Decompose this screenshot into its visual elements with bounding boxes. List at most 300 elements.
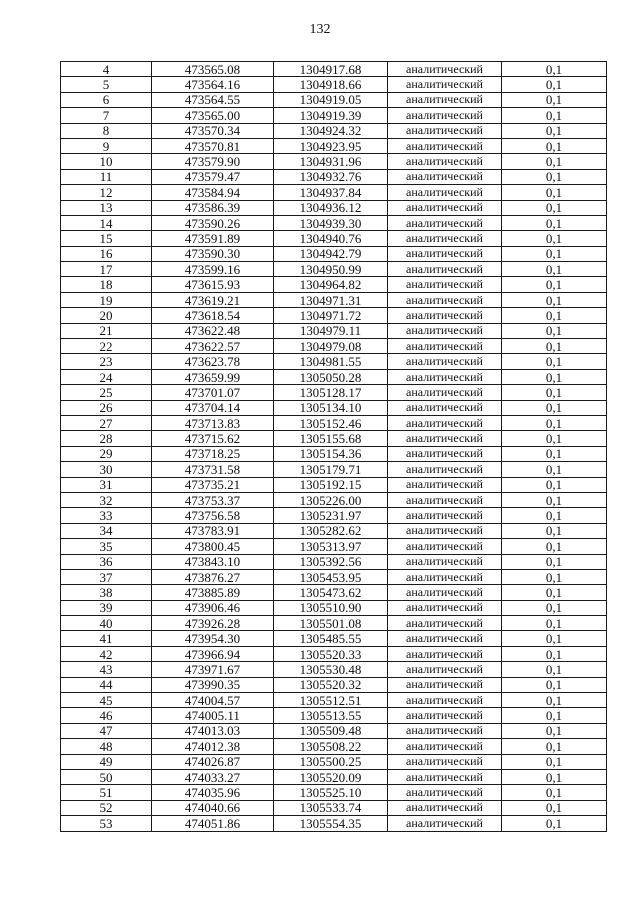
table-row [61,769,607,784]
accuracy-cell: 0,1 [502,800,607,815]
method-cell: аналитический [388,231,502,246]
accuracy-cell: 0,1 [502,785,607,800]
table-row [61,446,607,461]
y-coordinate-cell: 1304964.82 [274,277,388,292]
method-cell: аналитический [388,185,502,200]
y-coordinate-cell: 1304936.12 [274,200,388,215]
accuracy-cell: 0,1 [502,754,607,769]
accuracy-cell: 0,1 [502,62,607,77]
accuracy-cell: 0,1 [502,769,607,784]
x-coordinate-cell: 473622.48 [152,323,274,338]
method-cell: аналитический [388,739,502,754]
method-cell: аналитический [388,339,502,354]
point-number-cell: 35 [61,539,152,554]
x-coordinate-cell: 473564.16 [152,77,274,92]
accuracy-cell: 0,1 [502,431,607,446]
y-coordinate-cell: 1304937.84 [274,185,388,200]
method-cell: аналитический [388,215,502,230]
method-cell: аналитический [388,600,502,615]
y-coordinate-cell: 1304971.31 [274,292,388,307]
point-number-cell: 6 [61,92,152,107]
accuracy-cell: 0,1 [502,585,607,600]
method-cell: аналитический [388,108,502,123]
point-number-cell: 24 [61,369,152,384]
accuracy-cell: 0,1 [502,739,607,754]
y-coordinate-cell: 1304979.08 [274,339,388,354]
x-coordinate-cell: 473926.28 [152,616,274,631]
table-row [61,431,607,446]
y-coordinate-cell: 1304942.79 [274,246,388,261]
y-coordinate-cell: 1305392.56 [274,554,388,569]
table-row [61,785,607,800]
accuracy-cell: 0,1 [502,231,607,246]
y-coordinate-cell: 1305226.00 [274,492,388,507]
x-coordinate-cell: 473579.47 [152,169,274,184]
point-number-cell: 4 [61,62,152,77]
y-coordinate-cell: 1305231.97 [274,508,388,523]
accuracy-cell: 0,1 [502,262,607,277]
accuracy-cell: 0,1 [502,108,607,123]
x-coordinate-cell: 474026.87 [152,754,274,769]
y-coordinate-cell: 1304939.30 [274,215,388,230]
y-coordinate-cell: 1304919.39 [274,108,388,123]
accuracy-cell: 0,1 [502,185,607,200]
method-cell: аналитический [388,400,502,415]
point-number-cell: 38 [61,585,152,600]
table-row [61,246,607,261]
accuracy-cell: 0,1 [502,385,607,400]
x-coordinate-cell: 474040.66 [152,800,274,815]
point-number-cell: 34 [61,523,152,538]
y-coordinate-cell: 1305520.33 [274,646,388,661]
x-coordinate-cell: 473570.81 [152,138,274,153]
y-coordinate-cell: 1305554.35 [274,816,388,831]
table-row [61,369,607,384]
x-coordinate-cell: 473735.21 [152,477,274,492]
accuracy-cell: 0,1 [502,554,607,569]
method-cell: аналитический [388,785,502,800]
method-cell: аналитический [388,693,502,708]
accuracy-cell: 0,1 [502,246,607,261]
table-row [61,646,607,661]
accuracy-cell: 0,1 [502,446,607,461]
accuracy-cell: 0,1 [502,169,607,184]
point-number-cell: 25 [61,385,152,400]
method-cell: аналитический [388,138,502,153]
accuracy-cell: 0,1 [502,539,607,554]
accuracy-cell: 0,1 [502,677,607,692]
x-coordinate-cell: 473623.78 [152,354,274,369]
y-coordinate-cell: 1305485.55 [274,631,388,646]
accuracy-cell: 0,1 [502,631,607,646]
point-number-cell: 42 [61,646,152,661]
x-coordinate-cell: 474013.03 [152,723,274,738]
y-coordinate-cell: 1305520.32 [274,677,388,692]
point-number-cell: 28 [61,431,152,446]
y-coordinate-cell: 1304923.95 [274,138,388,153]
y-coordinate-cell: 1304924.32 [274,123,388,138]
method-cell: аналитический [388,569,502,584]
point-number-cell: 44 [61,677,152,692]
table-row [61,138,607,153]
x-coordinate-cell: 473876.27 [152,569,274,584]
table-row [61,523,607,538]
accuracy-cell: 0,1 [502,693,607,708]
point-number-cell: 27 [61,415,152,430]
x-coordinate-cell: 474035.96 [152,785,274,800]
method-cell: аналитический [388,477,502,492]
point-number-cell: 37 [61,569,152,584]
accuracy-cell: 0,1 [502,138,607,153]
x-coordinate-cell: 473622.57 [152,339,274,354]
x-coordinate-cell: 474004.57 [152,693,274,708]
point-number-cell: 5 [61,77,152,92]
x-coordinate-cell: 473783.91 [152,523,274,538]
x-coordinate-cell: 473701.07 [152,385,274,400]
x-coordinate-cell: 473591.89 [152,231,274,246]
table-row [61,400,607,415]
x-coordinate-cell: 473615.93 [152,277,274,292]
x-coordinate-cell: 473564.55 [152,92,274,107]
x-coordinate-cell: 473590.26 [152,215,274,230]
accuracy-cell: 0,1 [502,415,607,430]
point-number-cell: 45 [61,693,152,708]
point-number-cell: 7 [61,108,152,123]
y-coordinate-cell: 1305512.51 [274,693,388,708]
point-number-cell: 20 [61,308,152,323]
accuracy-cell: 0,1 [502,292,607,307]
y-coordinate-cell: 1305152.46 [274,415,388,430]
accuracy-cell: 0,1 [502,477,607,492]
table-row [61,62,607,77]
method-cell: аналитический [388,354,502,369]
table-row [61,631,607,646]
method-cell: аналитический [388,800,502,815]
accuracy-cell: 0,1 [502,369,607,384]
y-coordinate-cell: 1305473.62 [274,585,388,600]
y-coordinate-cell: 1304919.05 [274,92,388,107]
x-coordinate-cell: 473885.89 [152,585,274,600]
x-coordinate-cell: 473565.00 [152,108,274,123]
table-row [61,616,607,631]
method-cell: аналитический [388,616,502,631]
x-coordinate-cell: 473704.14 [152,400,274,415]
x-coordinate-cell: 473843.10 [152,554,274,569]
y-coordinate-cell: 1304931.96 [274,154,388,169]
table-row [61,108,607,123]
point-number-cell: 49 [61,754,152,769]
method-cell: аналитический [388,415,502,430]
table-row [61,292,607,307]
x-coordinate-cell: 473753.37 [152,492,274,507]
accuracy-cell: 0,1 [502,523,607,538]
point-number-cell: 12 [61,185,152,200]
method-cell: аналитический [388,154,502,169]
x-coordinate-cell: 473619.21 [152,292,274,307]
x-coordinate-cell: 473590.30 [152,246,274,261]
point-number-cell: 15 [61,231,152,246]
method-cell: аналитический [388,446,502,461]
accuracy-cell: 0,1 [502,323,607,338]
method-cell: аналитический [388,323,502,338]
point-number-cell: 13 [61,200,152,215]
table-row [61,662,607,677]
point-number-cell: 10 [61,154,152,169]
y-coordinate-cell: 1305520.09 [274,769,388,784]
x-coordinate-cell: 473618.54 [152,308,274,323]
x-coordinate-cell: 474012.38 [152,739,274,754]
y-coordinate-cell: 1305533.74 [274,800,388,815]
table-row [61,723,607,738]
table-row [61,308,607,323]
point-number-cell: 21 [61,323,152,338]
point-number-cell: 29 [61,446,152,461]
coordinates-table-body [61,62,607,832]
x-coordinate-cell: 473718.25 [152,446,274,461]
method-cell: аналитический [388,708,502,723]
y-coordinate-cell: 1305050.28 [274,369,388,384]
x-coordinate-cell: 473800.45 [152,539,274,554]
x-coordinate-cell: 473715.62 [152,431,274,446]
x-coordinate-cell: 473966.94 [152,646,274,661]
accuracy-cell: 0,1 [502,339,607,354]
x-coordinate-cell: 473990.35 [152,677,274,692]
accuracy-cell: 0,1 [502,308,607,323]
table-row [61,708,607,723]
y-coordinate-cell: 1305154.36 [274,446,388,461]
point-number-cell: 41 [61,631,152,646]
y-coordinate-cell: 1305530.48 [274,662,388,677]
y-coordinate-cell: 1305513.55 [274,708,388,723]
method-cell: аналитический [388,385,502,400]
y-coordinate-cell: 1305282.62 [274,523,388,538]
accuracy-cell: 0,1 [502,92,607,107]
point-number-cell: 32 [61,492,152,507]
x-coordinate-cell: 473713.83 [152,415,274,430]
accuracy-cell: 0,1 [502,123,607,138]
table-row [61,169,607,184]
point-number-cell: 36 [61,554,152,569]
accuracy-cell: 0,1 [502,215,607,230]
table-row [61,754,607,769]
method-cell: аналитический [388,677,502,692]
accuracy-cell: 0,1 [502,400,607,415]
x-coordinate-cell: 473731.58 [152,462,274,477]
point-number-cell: 23 [61,354,152,369]
method-cell: аналитический [388,492,502,507]
point-number-cell: 30 [61,462,152,477]
table-row [61,185,607,200]
table-row [61,677,607,692]
point-number-cell: 46 [61,708,152,723]
x-coordinate-cell: 474051.86 [152,816,274,831]
table-row [61,477,607,492]
y-coordinate-cell: 1305128.17 [274,385,388,400]
point-number-cell: 16 [61,246,152,261]
table-row [61,415,607,430]
point-number-cell: 48 [61,739,152,754]
x-coordinate-cell: 473570.34 [152,123,274,138]
point-number-cell: 17 [61,262,152,277]
x-coordinate-cell: 473659.99 [152,369,274,384]
y-coordinate-cell: 1304981.55 [274,354,388,369]
method-cell: аналитический [388,277,502,292]
method-cell: аналитический [388,246,502,261]
accuracy-cell: 0,1 [502,600,607,615]
table-row [61,323,607,338]
accuracy-cell: 0,1 [502,277,607,292]
table-row [61,200,607,215]
point-number-cell: 47 [61,723,152,738]
y-coordinate-cell: 1304932.76 [274,169,388,184]
method-cell: аналитический [388,585,502,600]
point-number-cell: 9 [61,138,152,153]
method-cell: аналитический [388,308,502,323]
accuracy-cell: 0,1 [502,508,607,523]
y-coordinate-cell: 1304971.72 [274,308,388,323]
table-row [61,154,607,169]
method-cell: аналитический [388,369,502,384]
point-number-cell: 26 [61,400,152,415]
y-coordinate-cell: 1305510.90 [274,600,388,615]
table-row [61,231,607,246]
y-coordinate-cell: 1305453.95 [274,569,388,584]
x-coordinate-cell: 473565.08 [152,62,274,77]
accuracy-cell: 0,1 [502,646,607,661]
point-number-cell: 19 [61,292,152,307]
method-cell: аналитический [388,662,502,677]
table-row [61,539,607,554]
table-row [61,693,607,708]
method-cell: аналитический [388,292,502,307]
table-row [61,262,607,277]
table-row [61,92,607,107]
accuracy-cell: 0,1 [502,723,607,738]
table-row [61,215,607,230]
table-row [61,277,607,292]
method-cell: аналитический [388,92,502,107]
table-row [61,800,607,815]
method-cell: аналитический [388,754,502,769]
accuracy-cell: 0,1 [502,616,607,631]
x-coordinate-cell: 473954.30 [152,631,274,646]
table-row [61,462,607,477]
y-coordinate-cell: 1304950.99 [274,262,388,277]
y-coordinate-cell: 1305500.25 [274,754,388,769]
method-cell: аналитический [388,539,502,554]
y-coordinate-cell: 1305501.08 [274,616,388,631]
method-cell: аналитический [388,646,502,661]
x-coordinate-cell: 473586.39 [152,200,274,215]
method-cell: аналитический [388,262,502,277]
accuracy-cell: 0,1 [502,462,607,477]
point-number-cell: 39 [61,600,152,615]
coordinates-table [60,61,607,832]
y-coordinate-cell: 1304940.76 [274,231,388,246]
point-number-cell: 18 [61,277,152,292]
point-number-cell: 8 [61,123,152,138]
table-row [61,816,607,831]
method-cell: аналитический [388,554,502,569]
accuracy-cell: 0,1 [502,200,607,215]
point-number-cell: 14 [61,215,152,230]
x-coordinate-cell: 473971.67 [152,662,274,677]
point-number-cell: 51 [61,785,152,800]
method-cell: аналитический [388,523,502,538]
y-coordinate-cell: 1304918.66 [274,77,388,92]
point-number-cell: 50 [61,769,152,784]
accuracy-cell: 0,1 [502,816,607,831]
accuracy-cell: 0,1 [502,492,607,507]
method-cell: аналитический [388,631,502,646]
accuracy-cell: 0,1 [502,77,607,92]
method-cell: аналитический [388,816,502,831]
y-coordinate-cell: 1305134.10 [274,400,388,415]
point-number-cell: 31 [61,477,152,492]
x-coordinate-cell: 474033.27 [152,769,274,784]
point-number-cell: 52 [61,800,152,815]
table-row [61,385,607,400]
x-coordinate-cell: 474005.11 [152,708,274,723]
method-cell: аналитический [388,77,502,92]
table-row [61,585,607,600]
method-cell: аналитический [388,462,502,477]
method-cell: аналитический [388,62,502,77]
table-row [61,354,607,369]
y-coordinate-cell: 1304979.11 [274,323,388,338]
method-cell: аналитический [388,508,502,523]
table-row [61,554,607,569]
y-coordinate-cell: 1305192.15 [274,477,388,492]
accuracy-cell: 0,1 [502,662,607,677]
point-number-cell: 22 [61,339,152,354]
accuracy-cell: 0,1 [502,708,607,723]
table-row [61,569,607,584]
y-coordinate-cell: 1305313.97 [274,539,388,554]
accuracy-cell: 0,1 [502,354,607,369]
table-row [61,339,607,354]
accuracy-cell: 0,1 [502,569,607,584]
x-coordinate-cell: 473756.58 [152,508,274,523]
y-coordinate-cell: 1305508.22 [274,739,388,754]
method-cell: аналитический [388,723,502,738]
y-coordinate-cell: 1305525.10 [274,785,388,800]
y-coordinate-cell: 1305179.71 [274,462,388,477]
table-row [61,77,607,92]
x-coordinate-cell: 473906.46 [152,600,274,615]
table-row [61,600,607,615]
method-cell: аналитический [388,769,502,784]
page-number: 132 [309,22,331,37]
method-cell: аналитический [388,123,502,138]
method-cell: аналитический [388,431,502,446]
table-row [61,508,607,523]
point-number-cell: 40 [61,616,152,631]
method-cell: аналитический [388,200,502,215]
x-coordinate-cell: 473579.90 [152,154,274,169]
table-row [61,123,607,138]
y-coordinate-cell: 1304917.68 [274,62,388,77]
x-coordinate-cell: 473584.94 [152,185,274,200]
point-number-cell: 11 [61,169,152,184]
y-coordinate-cell: 1305509.48 [274,723,388,738]
point-number-cell: 33 [61,508,152,523]
x-coordinate-cell: 473599.16 [152,262,274,277]
table-row [61,739,607,754]
point-number-cell: 53 [61,816,152,831]
accuracy-cell: 0,1 [502,154,607,169]
y-coordinate-cell: 1305155.68 [274,431,388,446]
